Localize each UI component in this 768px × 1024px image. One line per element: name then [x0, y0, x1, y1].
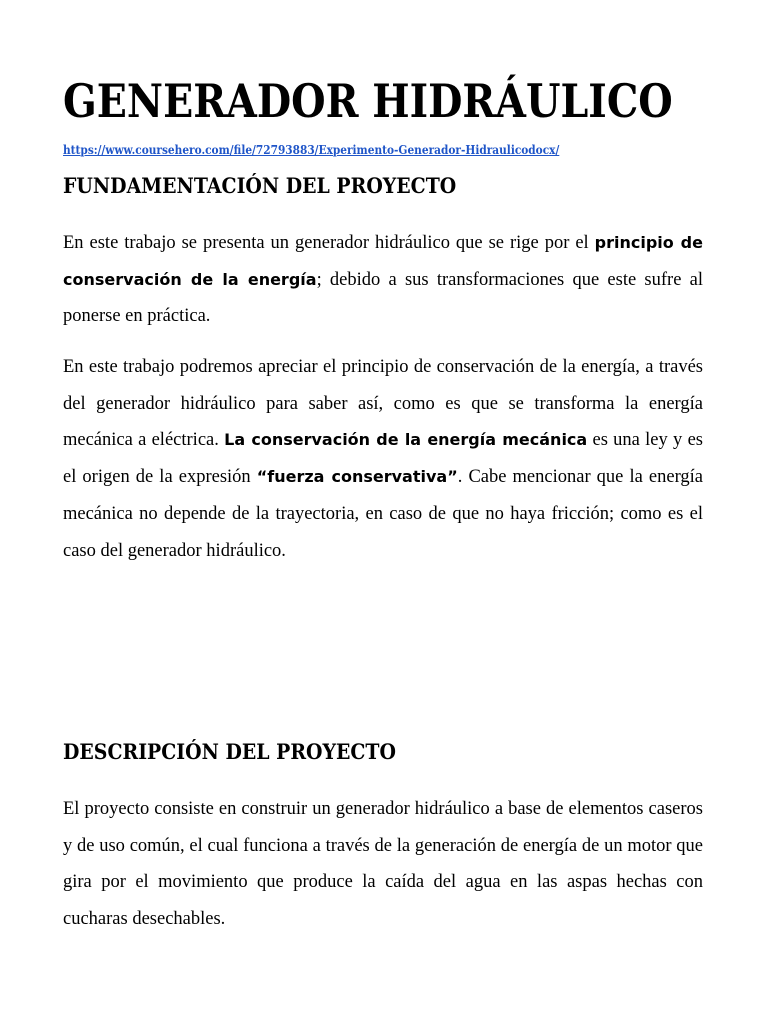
- source-link[interactable]: https://www.coursehero.com/file/72793883/Experimento-Generador-Hidraulicodocx/: [63, 143, 560, 157]
- paragraph-bold-text: principio de conservación de la energía: [63, 233, 703, 289]
- paragraph-descripcion-1: [63, 791, 703, 938]
- paragraph-text: En este trabajo se presenta un generador hidráulico que se rige por el: [63, 233, 595, 253]
- paragraph-text: En este trabajo podremos apreciar el principio de conservación de la energía, a través del generador hidráulico para saber así, como es que se transforma la energía mecánica a eléctrica.: [63, 357, 703, 451]
- paragraph-text: . Cabe mencionar que la energía mecánica no depende de la trayectoria, en caso de que no haya fricción; como es el caso del generador hidráulico.: [63, 467, 703, 561]
- paragraph-text: ; debido a sus transformaciones que este sufre al ponerse en práctica.: [63, 269, 703, 327]
- section-heading-descripcion: DESCRIPCIÓN DEL PROYECTO: [63, 739, 396, 764]
- section-heading-fundamentacion: FUNDAMENTACIÓN DEL PROYECTO: [63, 173, 457, 198]
- paragraph-text: es una ley y es el origen de la expresión: [63, 430, 703, 488]
- paragraph-text: El proyecto consiste en construir un generador hidráulico a base de elementos caseros y de uso común, el cual funciona a través de la generación de energía de un motor que gira por el movimiento que produce la caída del agua en las aspas hechas con cucharas desechables.: [63, 799, 703, 930]
- paragraph-bold-text: La conservación de la energía mecánica: [224, 430, 588, 450]
- paragraph-fundamentacion-2: [63, 349, 703, 569]
- paragraph-fundamentacion-1: [63, 225, 703, 335]
- document-title: GENERADOR HIDRÁULICO: [63, 74, 673, 128]
- paragraph-bold-text: “fuerza conservativa”: [256, 467, 458, 487]
